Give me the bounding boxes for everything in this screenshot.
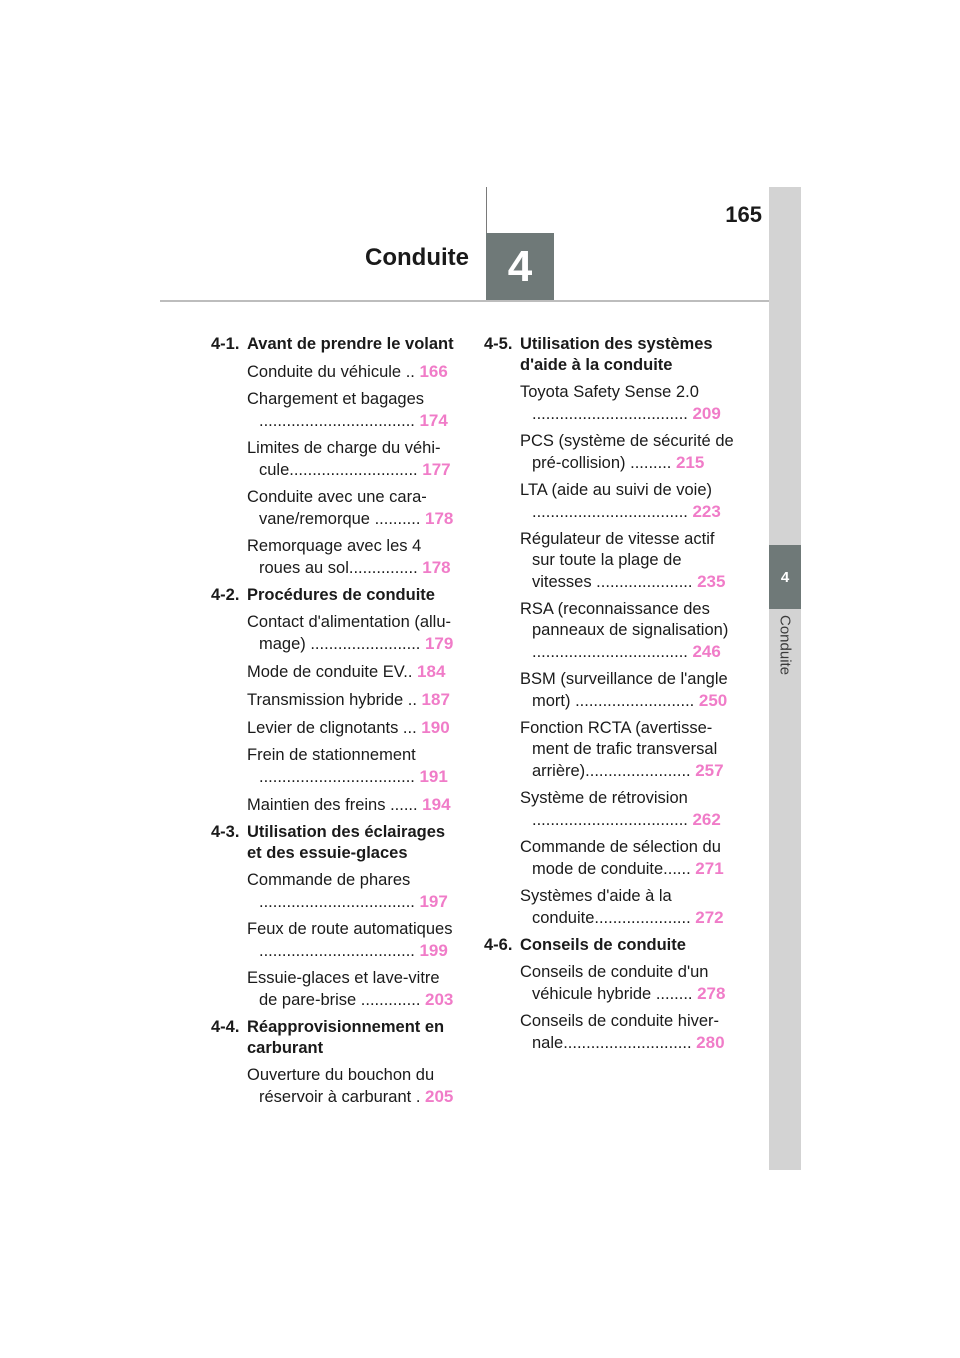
header-divider-horizontal [160, 300, 770, 302]
toc-entry-page-link[interactable]: 278 [697, 984, 726, 1003]
toc-entry-page-link[interactable]: 272 [695, 908, 724, 927]
chapter-title: Conduite [365, 244, 469, 271]
toc-entry[interactable] [211, 612, 461, 655]
toc-entry-page-link[interactable]: 271 [695, 859, 724, 878]
side-tab-number[interactable]: 4 [769, 545, 801, 609]
section-title: Procédures de conduite [247, 586, 435, 604]
toc-entry-page-link[interactable]: 250 [698, 691, 728, 710]
toc-entry-page-link[interactable]: 223 [692, 502, 721, 521]
toc-entry-text: Commande de phares .................................. [247, 871, 415, 911]
toc-entry[interactable] [211, 536, 461, 579]
toc-entry-text: PCS (système de sécurité de pré-collision) ......... [520, 432, 734, 472]
toc-entry-page-link[interactable]: 280 [696, 1033, 725, 1052]
toc-entry-text: Levier de clignotants ... [247, 719, 417, 737]
section-number: 4-1. [211, 335, 240, 353]
toc-entry[interactable] [211, 361, 461, 383]
toc-entry-page-link[interactable]: 191 [419, 767, 448, 786]
toc-entry-text: Systèmes d'aide à la conduite..................... [520, 887, 691, 927]
toc-entry-text: RSA (reconnaissance des panneaux de signalisation) .................................. [520, 600, 729, 661]
toc-entry-page-link[interactable]: 166 [419, 362, 448, 381]
toc-column-right [484, 334, 734, 1060]
toc-entry-text: BSM (surveillance de l'angle mort) .......................... [520, 670, 728, 710]
toc-entry-text: Toyota Safety Sense 2.0 .................................. [520, 383, 699, 423]
toc-entry-text: Maintien des freins ...... [247, 796, 418, 814]
toc-section-heading[interactable] [211, 334, 461, 355]
toc-entry-text: Ouverture du bouchon du réservoir à carburant . [247, 1066, 435, 1106]
toc-entry[interactable] [484, 718, 734, 782]
toc-entry-page-link[interactable]: 246 [692, 642, 721, 661]
toc-entry-page-link[interactable]: 194 [422, 795, 451, 814]
toc-section-heading[interactable] [211, 1017, 461, 1059]
toc-entry[interactable] [484, 837, 734, 880]
toc-entry[interactable] [484, 669, 734, 712]
toc-entry-page-link[interactable]: 199 [419, 941, 448, 960]
toc-entry-text: Système de rétrovision .................................. [520, 789, 688, 829]
toc-section-heading[interactable] [484, 334, 734, 376]
toc-entry[interactable] [211, 487, 461, 530]
toc-entry-page-link[interactable]: 190 [421, 718, 450, 737]
toc-entry[interactable] [484, 431, 734, 474]
section-title: Utilisation des systèmes d'aide à la conduite [520, 335, 713, 374]
toc-entry[interactable] [211, 661, 461, 683]
toc-entry-page-link[interactable]: 178 [422, 558, 451, 577]
toc-entry-text: Conduite avec une cara-vane/remorque .......... [247, 488, 427, 528]
section-title: Avant de prendre le volant [247, 335, 454, 353]
section-number: 4-6. [484, 936, 513, 954]
section-title: Utilisation des éclairages et des essuie-glaces [247, 823, 446, 862]
toc-section-heading[interactable] [484, 935, 734, 956]
toc-column-left [211, 334, 461, 1114]
toc-entry-text: Fonction RCTA (avertisse-ment de trafic transversal arrière)....................... [520, 719, 718, 780]
toc-entry[interactable] [211, 968, 461, 1011]
toc-entry-text: Essuie-glaces et lave-vitre de pare-brise ............. [247, 969, 440, 1009]
toc-entry-text: Conduite du véhicule .. [247, 363, 415, 381]
toc-entry[interactable] [211, 1065, 461, 1108]
toc-entry[interactable] [484, 1011, 734, 1054]
toc-entry-text: Mode de conduite EV.. [247, 663, 413, 681]
toc-entry-page-link[interactable]: 203 [425, 990, 454, 1009]
toc-entry[interactable] [211, 438, 461, 481]
toc-entry-text: Chargement et bagages .................................. [247, 390, 425, 430]
page-number: 165 [725, 202, 762, 227]
toc-entry-page-link[interactable]: 262 [692, 810, 721, 829]
toc-entry-page-link[interactable]: 179 [424, 634, 454, 653]
toc-entry-text: Conseils de conduite d'un véhicule hybride ........ [520, 963, 709, 1003]
side-tab-label[interactable]: Conduite [776, 615, 794, 676]
toc-entry[interactable] [484, 529, 734, 593]
toc-entry-page-link[interactable]: 205 [425, 1087, 454, 1106]
section-number: 4-4. [211, 1018, 240, 1036]
toc-entry[interactable] [484, 382, 734, 425]
toc-entry-text: Transmission hybride .. [247, 691, 417, 709]
toc-section-heading[interactable] [211, 585, 461, 606]
section-title: Réapprovisionnement en carburant [247, 1018, 445, 1057]
toc-entry-page-link[interactable]: 184 [417, 662, 446, 681]
toc-entry-page-link[interactable]: 257 [695, 761, 724, 780]
toc-entry-text: Feux de route automatiques .................................. [247, 920, 453, 960]
toc-entry-text: Limites de charge du véhi-cule............................ [247, 439, 441, 479]
toc-entry-text: Frein de stationnement .................................. [247, 746, 416, 786]
toc-entry[interactable] [211, 745, 461, 788]
toc-entry-page-link[interactable]: 197 [419, 892, 448, 911]
toc-entry-text: LTA (aide au suivi de voie) .................................. [520, 481, 712, 521]
section-number: 4-2. [211, 586, 240, 604]
toc-entry[interactable] [484, 599, 734, 663]
toc-entry[interactable] [484, 788, 734, 831]
section-number: 4-5. [484, 335, 513, 353]
toc-entry-text: Remorquage avec les 4 roues au sol............... [247, 537, 422, 577]
toc-entry[interactable] [484, 886, 734, 929]
toc-entry[interactable] [211, 389, 461, 432]
toc-entry-page-link[interactable]: 235 [697, 572, 726, 591]
toc-entry-page-link[interactable]: 178 [425, 509, 454, 528]
toc-entry[interactable] [484, 480, 734, 523]
toc-entry-page-link[interactable]: 215 [675, 453, 705, 472]
toc-entry-text: Régulateur de vitesse actif sur toute la plage de vitesses ..................... [520, 530, 715, 591]
toc-entry-page-link[interactable]: 174 [419, 411, 448, 430]
toc-entry-page-link[interactable]: 187 [421, 690, 450, 709]
chapter-number-box: 4 [486, 233, 554, 301]
toc-section-heading[interactable] [211, 822, 461, 864]
toc-entry-text: Contact d'alimentation (allu-mage) ........................ [247, 613, 452, 653]
toc-entry[interactable] [211, 794, 461, 816]
toc-entry[interactable] [211, 919, 461, 962]
toc-entry-page-link[interactable]: 177 [422, 460, 451, 479]
toc-entry[interactable] [211, 689, 461, 711]
toc-entry[interactable] [211, 870, 461, 913]
toc-entry[interactable] [484, 962, 734, 1005]
toc-entry[interactable] [211, 717, 461, 739]
toc-entry-text: Commande de sélection du mode de conduite...... [520, 838, 721, 878]
toc-entry-page-link[interactable]: 209 [692, 404, 721, 423]
section-title: Conseils de conduite [520, 936, 686, 954]
toc-entry-text: Conseils de conduite hiver-nale............................ [520, 1012, 720, 1052]
section-number: 4-3. [211, 823, 240, 841]
header-divider-vertical [486, 187, 487, 233]
